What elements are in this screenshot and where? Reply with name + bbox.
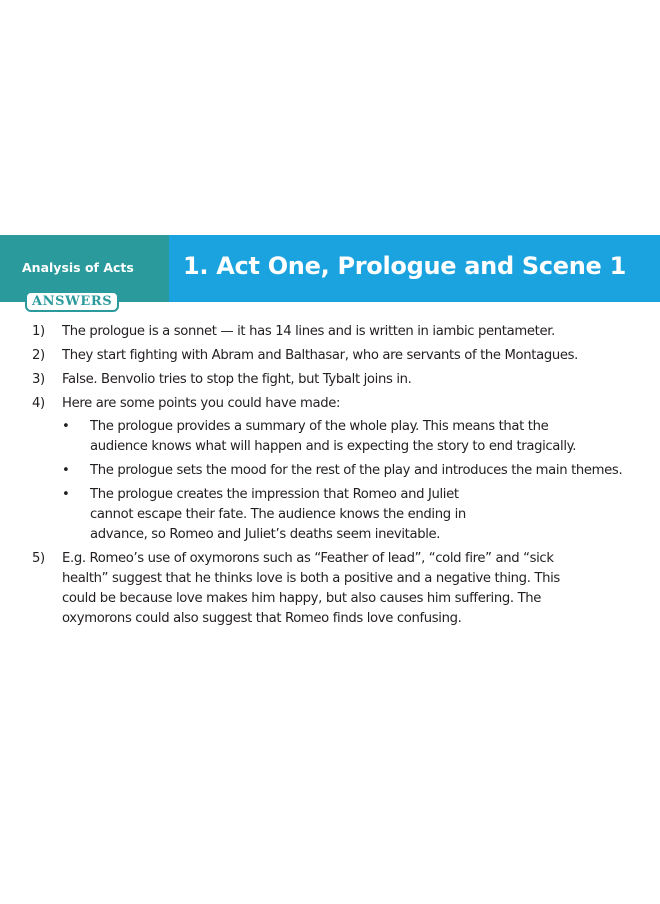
answer-number: 3) <box>32 372 45 387</box>
answer-item-3 <box>0 370 660 390</box>
bullet-icon: • <box>62 463 70 478</box>
answer-number: 5) <box>32 551 45 566</box>
answer-item-5 <box>0 549 562 629</box>
page-title: 1. Act One, Prologue and Scene 1 <box>183 252 626 280</box>
answer-text: Here are some points you could have made: <box>62 396 341 411</box>
section-label: Analysis of Acts <box>22 260 134 275</box>
title-bar <box>169 235 660 302</box>
answer-item-1 <box>0 322 660 342</box>
answers-badge: ANSWERS <box>25 291 119 312</box>
answer-text: False. Benvolio tries to stop the fight, but Tybalt joins in. <box>62 372 412 387</box>
answer-number: 2) <box>32 348 45 363</box>
bullet-text: The prologue provides a summary of the whole play. This means that the audience knows what will happen and is expecting the story to end tragically. <box>90 419 577 454</box>
bullet-item <box>62 485 472 545</box>
answer-item-2 <box>0 346 660 366</box>
bullet-icon: • <box>62 419 70 434</box>
answer-text: The prologue is a sonnet — it has 14 lines and is written in iambic pentameter. <box>62 324 555 339</box>
bullet-icon: • <box>62 487 70 502</box>
bullet-list <box>62 417 660 545</box>
bullet-item <box>62 417 590 457</box>
bullet-text: The prologue sets the mood for the rest of the play and introduces the main themes. <box>90 463 623 478</box>
answer-text: They start fighting with Abram and Balthasar, who are servants of the Montagues. <box>62 348 578 363</box>
answer-number: 4) <box>32 396 45 411</box>
answer-text: E.g. Romeo’s use of oxymorons such as “Feather of lead”, “cold fire” and “sick health” suggest that he thinks love is both a positive and a negative thing. This could be because love makes him happy, but also causes him suffering. The oxymorons could also suggest that Romeo finds love confusing. <box>62 551 560 626</box>
answers-list <box>0 322 660 633</box>
answer-item-4 <box>0 394 660 545</box>
answer-number: 1) <box>32 324 45 339</box>
bullet-text: The prologue creates the impression that Romeo and Juliet cannot escape their fate. The audience knows the ending in advance, so Romeo and Juliet’s deaths seem inevitable. <box>90 487 466 542</box>
bullet-item <box>62 461 660 481</box>
